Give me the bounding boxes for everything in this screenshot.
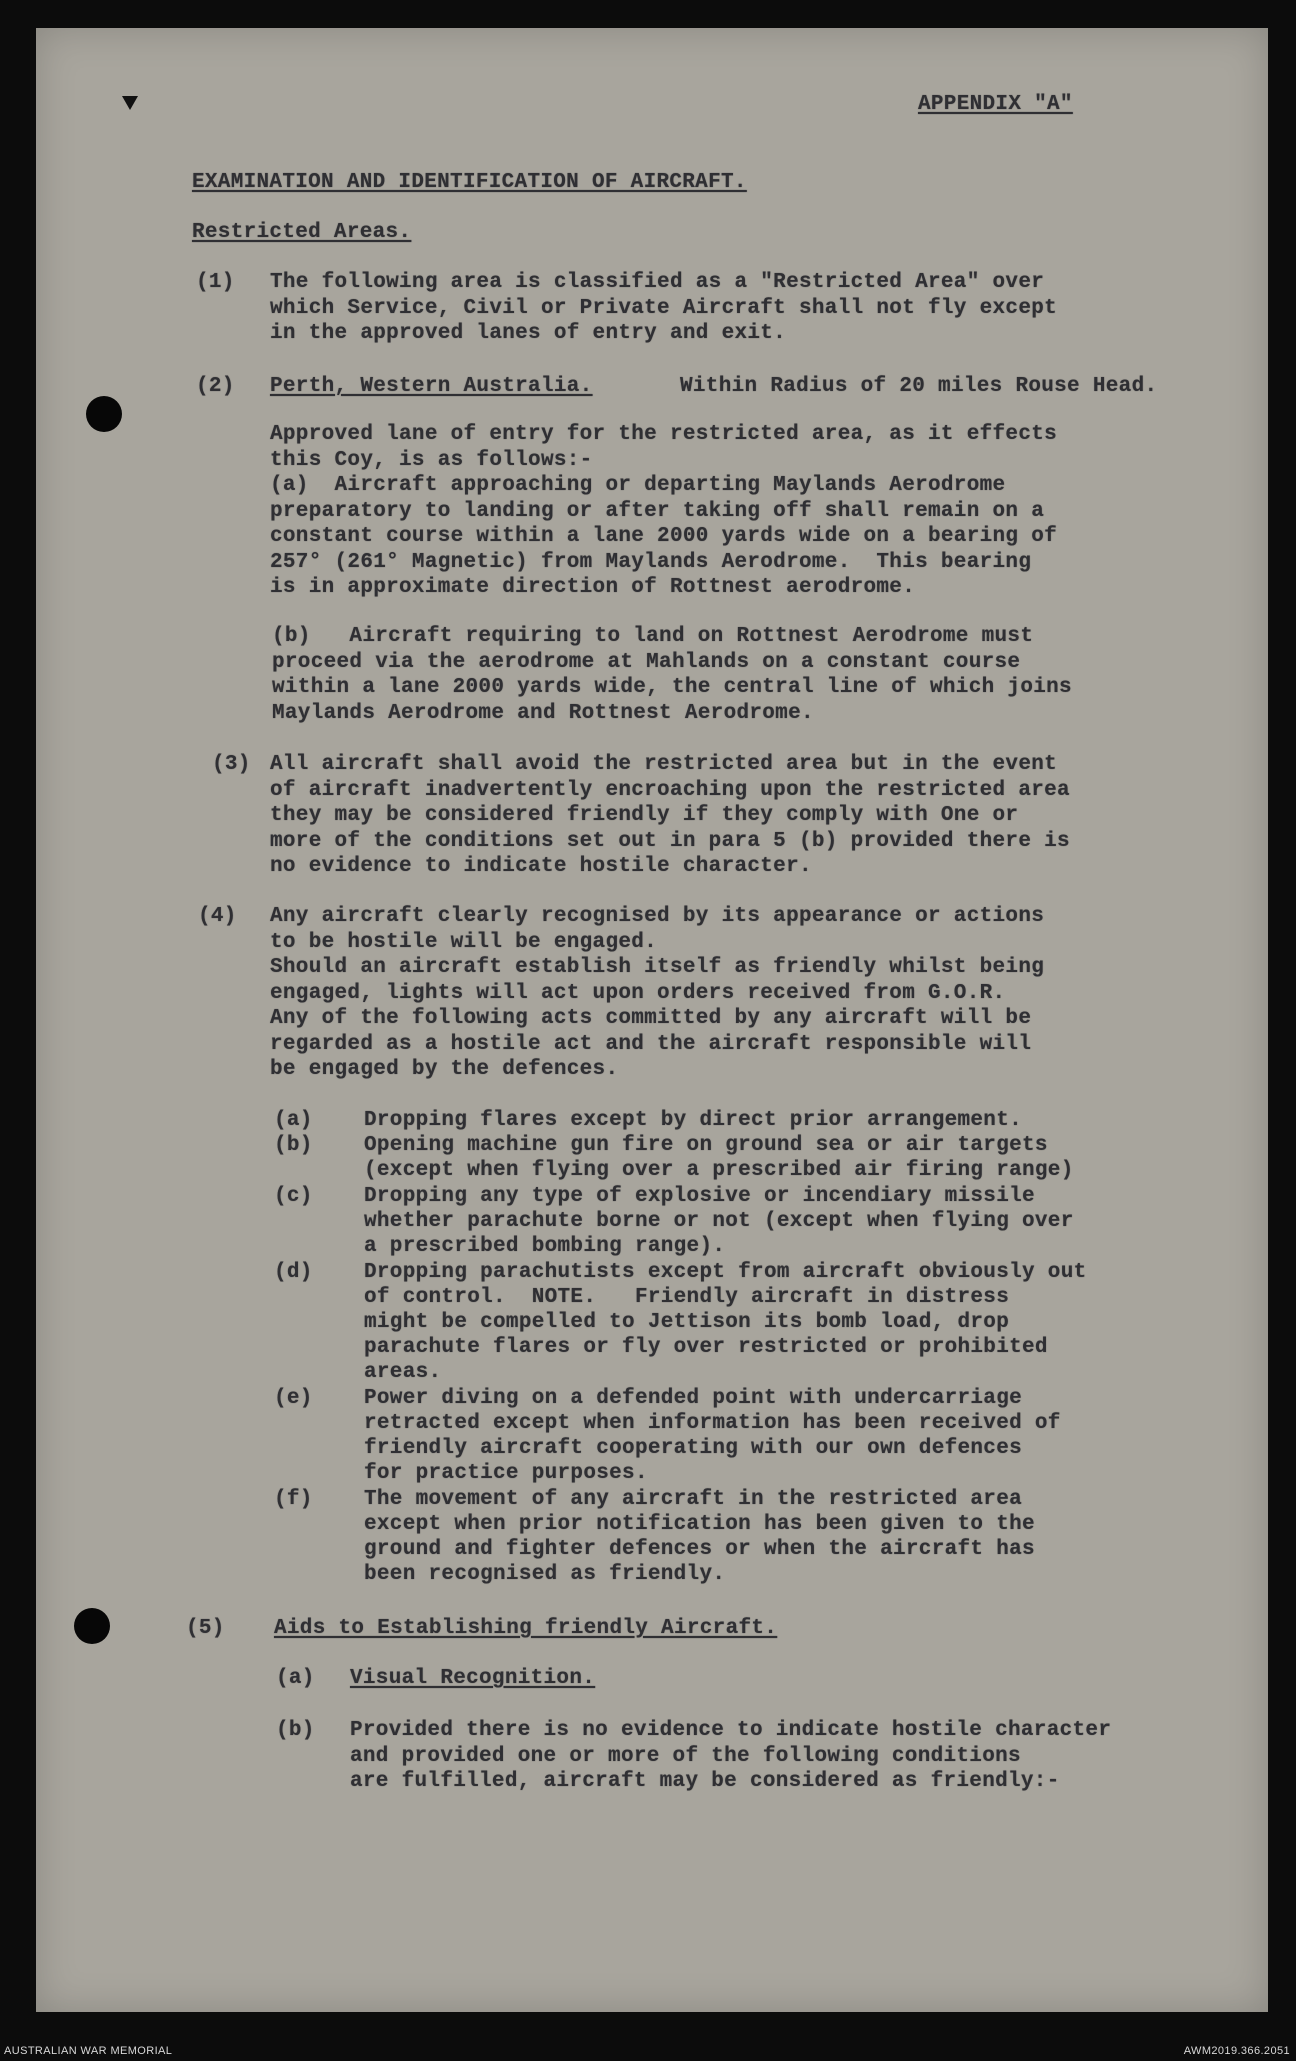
text-line: Any aircraft clearly recognised by its appearance or actions (270, 905, 1045, 928)
text-line: All aircraft shall avoid the restricted area but in the event (270, 753, 1058, 776)
text-line: preparatory to landing or after taking off shall remain on a (270, 499, 1045, 523)
para-5-b-label: (b) (276, 1719, 315, 1742)
item-line: a prescribed bombing range). (364, 1235, 726, 1258)
para-5-a-text: Visual Recognition. (350, 1667, 596, 1690)
item-line: friendly aircraft cooperating with our own defences (364, 1437, 1023, 1460)
item-line: The movement of any aircraft in the restricted area (364, 1488, 1023, 1511)
text-line: Maylands Aerodrome and Rottnest Aerodrome. (272, 701, 814, 725)
item-line: ground and fighter defences or when the aircraft has (364, 1538, 1035, 1561)
text-line: Any of the following acts committed by any aircraft will be (270, 1007, 1032, 1030)
item-line: Power diving on a defended point with undercarriage (364, 1387, 1023, 1410)
item-label: (f) (274, 1488, 313, 1511)
text-line: Should an aircraft establish itself as friendly whilst being (270, 956, 1045, 979)
para-2-heading: Perth, Western Australia. (270, 375, 593, 398)
para-1-text (270, 270, 1057, 347)
text-line: to be hostile will be engaged. (270, 930, 658, 954)
text-line: Provided there is no evidence to indicate hostile character (350, 1719, 1112, 1742)
item-label: (a) (274, 1109, 313, 1132)
para-4-number: (4) (198, 905, 237, 928)
text-line: and provided one or more of the following conditions (350, 1744, 1021, 1768)
item-line: been recognised as friendly. (364, 1563, 726, 1586)
text-line: which Service, Civil or Private Aircraft shall not fly except (270, 296, 1058, 320)
text-line: within a lane 2000 yards wide, the central line of which joins (272, 676, 1072, 699)
item-line: whether parachute borne or not (except when flying over (364, 1210, 1074, 1233)
item-label: (e) (274, 1387, 313, 1410)
item-line: Dropping flares except by direct prior arrangement. (364, 1109, 1023, 1132)
punch-hole-bottom (74, 1608, 110, 1644)
para-3-text (270, 752, 1070, 880)
appendix-label: APPENDIX "A" (918, 93, 1073, 116)
item-label: (b) (274, 1134, 313, 1157)
item-label: (d) (274, 1261, 313, 1284)
item-line: except when prior notification has been given to the (364, 1513, 1035, 1536)
para-4-text (270, 904, 1044, 1083)
text-line: 257° (261° Magnetic) from Maylands Aerodrome. This bearing (270, 550, 1032, 574)
item-line: of control. NOTE. Friendly aircraft in distress (364, 1286, 1010, 1309)
para-3-number: (3) (212, 753, 251, 776)
para-5-a-label: (a) (276, 1667, 315, 1690)
punch-hole-top (86, 396, 122, 432)
item-line: (except when flying over a prescribed air firing range) (364, 1159, 1074, 1182)
corner-mark (122, 96, 138, 110)
text-line: The following area is classified as a "Restricted Area" over (270, 271, 1045, 294)
text-line: Approved lane of entry for the restricted area, as it effects (270, 423, 1058, 446)
item-line: Opening machine gun fire on ground sea or air targets (364, 1134, 1048, 1157)
text-line: proceed via the aerodrome at Mahlands on a constant course (272, 650, 1021, 674)
para-2-b (272, 624, 1072, 726)
text-line: in the approved lanes of entry and exit. (270, 322, 787, 345)
text-line: (a) Aircraft approaching or departing Maylands Aerodrome (270, 474, 1006, 497)
text-line: no evidence to indicate hostile character. (270, 855, 812, 878)
text-line: is in approximate direction of Rottnest aerodrome. (270, 576, 916, 599)
document-title: EXAMINATION AND IDENTIFICATION OF AIRCRAFT. (192, 171, 747, 194)
text-line: engaged, lights will act upon orders received from G.O.R. (270, 981, 1006, 1005)
footer-catalogue-number: AWM2019.366.2051 (1183, 2045, 1290, 2057)
para-2-intro (270, 422, 1057, 601)
item-line: for practice purposes. (364, 1462, 648, 1485)
subheading-restricted-areas: Restricted Areas. (192, 221, 412, 244)
text-line: constant course within a lane 2000 yards wide on a bearing of (270, 525, 1058, 548)
para-5-heading: Aids to Establishing friendly Aircraft. (274, 1617, 778, 1640)
para-5-number: (5) (186, 1617, 225, 1640)
text-line: be engaged by the defences. (270, 1058, 619, 1081)
para-2-heading-rest: Within Radius of 20 miles Rouse Head. (680, 375, 1158, 398)
item-line: Dropping any type of explosive or incendiary missile (364, 1185, 1035, 1208)
item-line: might be compelled to Jettison its bomb load, drop (364, 1311, 1010, 1334)
text-line: (b) Aircraft requiring to land on Rottnest Aerodrome must (272, 625, 1034, 648)
text-line: of aircraft inadvertently encroaching upon the restricted area (270, 778, 1070, 802)
item-line: Dropping parachutists except from aircraft obviously out (364, 1261, 1087, 1284)
item-line: retracted except when information has been received of (364, 1412, 1061, 1435)
text-line: more of the conditions set out in para 5 (b) provided there is (270, 829, 1070, 853)
item-line: parachute flares or fly over restricted or prohibited (364, 1336, 1048, 1359)
item-label: (c) (274, 1185, 313, 1208)
para-1-number: (1) (196, 271, 235, 294)
para-2-number: (2) (196, 375, 235, 398)
text-line: are fulfilled, aircraft may be considered as friendly:- (350, 1770, 1060, 1793)
para-5-b-text (350, 1718, 1111, 1795)
text-line: this Coy, is as follows:- (270, 448, 593, 472)
item-line: areas. (364, 1361, 442, 1384)
text-line: regarded as a hostile act and the aircraft responsible will (270, 1032, 1032, 1056)
text-line: they may be considered friendly if they comply with One or (270, 804, 1019, 827)
footer-archive-name: AUSTRALIAN WAR MEMORIAL (4, 2045, 173, 2057)
